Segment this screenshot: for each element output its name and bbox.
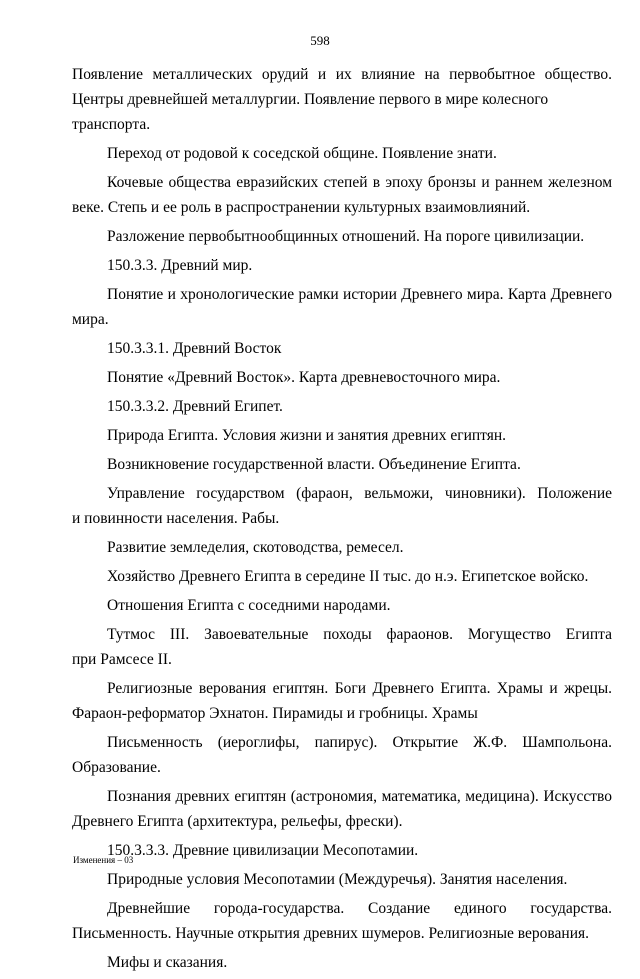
- paragraph: [72, 282, 612, 332]
- text-line: Разложение первобытнообщинных отношений. На пороге цивилизации.: [107, 228, 585, 245]
- text-line: Понятие и хронологические рамки истории Древнего мира. Карта Древнего: [107, 286, 612, 303]
- paragraph: [72, 253, 612, 278]
- text-line: Письменность (иероглифы, папирус). Открытие Ж.Ф. Шампольона.: [107, 734, 612, 751]
- paragraph: [72, 62, 612, 137]
- text-line: Переход от родовой к соседской общине. Появление знати.: [107, 145, 497, 162]
- paragraph: [72, 224, 612, 249]
- paragraph: [72, 452, 612, 477]
- text-line: 150.3.3.1. Древний Восток: [107, 340, 282, 357]
- paragraph: [72, 365, 612, 390]
- paragraph: [72, 535, 612, 560]
- text-line: мира.: [72, 311, 109, 328]
- text-line: Кочевые общества евразийских степей в эпоху бронзы и раннем железном: [107, 174, 612, 191]
- paragraph: [72, 867, 612, 892]
- text-line: Тутмос III. Завоевательные походы фараонов. Могущество Египта: [107, 626, 612, 643]
- text-line: Хозяйство Древнего Египта в середине II тыс. до н.э. Египетское войско.: [107, 568, 589, 585]
- text-line: Образование.: [72, 759, 161, 776]
- paragraph: [72, 481, 612, 531]
- text-line: Письменность. Научные открытия древних шумеров. Религиозные верования.: [72, 925, 590, 942]
- paragraph: [72, 564, 612, 589]
- paragraph: [72, 593, 612, 618]
- text-line: и повинности населения. Рабы.: [72, 510, 280, 527]
- text-line: Развитие земледелия, скотоводства, ремесел.: [107, 539, 404, 556]
- text-line: Религиозные верования египтян. Боги Древнего Египта. Храмы и жрецы.: [107, 680, 612, 697]
- text-line: Возникновение государственной власти. Объединение Египта.: [107, 456, 521, 473]
- text-line: 150.3.3.3. Древние цивилизации Месопотамии.: [107, 842, 419, 859]
- paragraph: [72, 394, 612, 419]
- paragraph: [72, 336, 612, 361]
- footer-note: Изменения – 03: [73, 855, 134, 865]
- text-line: Управление государством (фараон, вельможи, чиновники). Положение: [107, 485, 612, 502]
- text-line: Мифы и сказания.: [107, 954, 228, 971]
- text-line: 150.3.3.2. Древний Египет.: [107, 398, 283, 415]
- document-body: [72, 62, 612, 979]
- paragraph: [72, 170, 612, 220]
- text-line: Понятие «Древний Восток». Карта древневосточного мира.: [107, 369, 501, 386]
- text-line: Природа Египта. Условия жизни и занятия древних египтян.: [107, 427, 507, 444]
- text-line: Отношения Египта с соседними народами.: [107, 597, 391, 614]
- paragraph: [72, 950, 612, 975]
- text-line: Природные условия Месопотамии (Междуречья). Занятия населения.: [107, 871, 568, 888]
- text-line: Центры древнейшей металлургии. Появление первого в мире колесного транспорта.: [72, 91, 549, 133]
- paragraph: [72, 838, 612, 863]
- paragraph: [72, 622, 612, 672]
- paragraph: [72, 423, 612, 448]
- text-line: Фараон-реформатор Эхнатон. Пирамиды и гробницы. Храмы: [72, 705, 478, 722]
- paragraph: [72, 676, 612, 726]
- text-line: Древнейшие города-государства. Создание единого государства.: [107, 900, 612, 917]
- paragraph: [72, 730, 612, 780]
- paragraph: [72, 896, 612, 946]
- text-line: Познания древних египтян (астрономия, математика, медицина). Искусство: [107, 788, 612, 805]
- paragraph: [72, 141, 612, 166]
- text-line: 150.3.3. Древний мир.: [107, 257, 253, 274]
- text-line: Появление металлических орудий и их влияние на первобытное общество.: [72, 66, 612, 83]
- text-line: веке. Степь и ее роль в распространении культурных взаимовлияний.: [72, 199, 531, 216]
- text-line: при Рамсесе II.: [72, 651, 172, 668]
- page-number: 598: [310, 33, 330, 48]
- paragraph: [72, 784, 612, 834]
- text-line: Древнего Египта (архитектура, рельефы, фрески).: [72, 813, 403, 830]
